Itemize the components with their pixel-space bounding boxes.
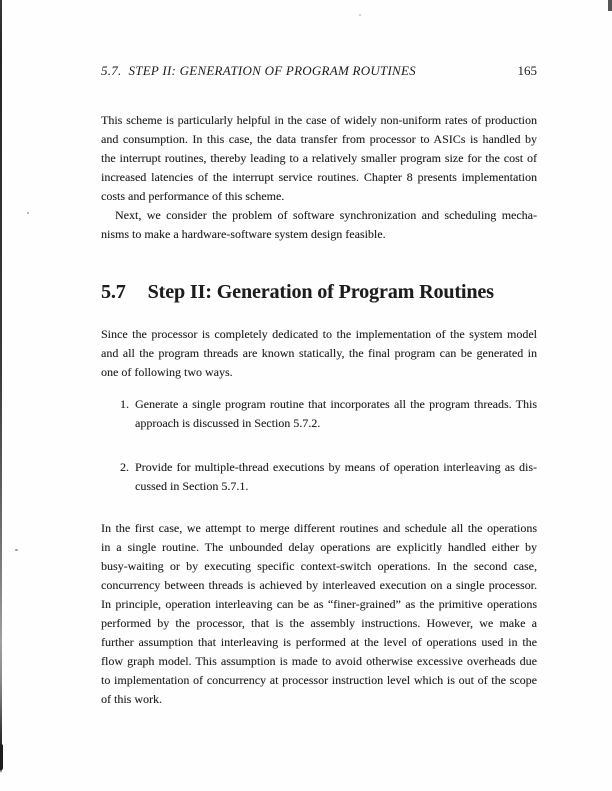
scan-speck xyxy=(15,549,18,551)
scan-artifact-left-edge xyxy=(0,0,2,773)
scan-speck xyxy=(27,212,29,214)
text-line: In the first case, we attempt to merge different routines and schedule all the operations xyxy=(101,521,537,535)
text-column xyxy=(101,0,537,791)
list-item-2-marker: 2. xyxy=(120,460,129,474)
running-header-title: 5.7. STEP II: GENERATION OF PROGRAM ROUTINES xyxy=(101,63,416,78)
list-item-1-marker: 1. xyxy=(120,397,129,411)
text-line: costs and performance of this scheme. xyxy=(101,189,285,203)
text-line: Generate a single program routine that incorporates all the program threads. This xyxy=(135,397,537,411)
list-item-1 xyxy=(101,395,537,433)
text-line: in a single routine. The unbounded delay operations are explicitly handled either by xyxy=(101,540,537,554)
section-number: 5.7 xyxy=(101,281,126,303)
text-line: cussed in Section 5.7.1. xyxy=(135,479,249,493)
text-line: busy-waiting or by executing specific context-switch operations. In the second case, xyxy=(101,559,537,573)
text-line: increased latencies of the interrupt service routines. Chapter 8 presents implementation xyxy=(101,170,537,184)
section-heading xyxy=(101,279,494,305)
text-line: Provide for multiple-thread executions by means of operation interleaving as dis- xyxy=(135,460,537,474)
page-number: 165 xyxy=(517,63,537,78)
paragraph-since-processor xyxy=(101,325,537,382)
paragraph-this-scheme xyxy=(101,111,537,206)
text-line: of this work. xyxy=(101,692,162,706)
text-line: nisms to make a hardware-software system design feasible. xyxy=(101,227,386,241)
intro-paragraphs xyxy=(101,111,537,244)
list-item-1-text xyxy=(135,395,537,433)
numbered-list xyxy=(101,395,537,496)
list-item-2 xyxy=(101,458,537,496)
scan-artifact-bottom-left-mark xyxy=(0,744,3,770)
scan-artifact-top-right-mark xyxy=(608,0,612,11)
text-line: concurrency between threads is achieved by interleaved execution on a single processor. xyxy=(101,578,537,592)
text-line: and all the program threads are known statically, the final program can be generated in xyxy=(101,346,537,360)
running-header xyxy=(101,62,537,79)
paragraph-next-we-consider xyxy=(101,206,537,244)
text-line: approach is discussed in Section 5.7.2. xyxy=(135,416,321,430)
text-line: and consumption. In this case, the data transfer from processor to ASICs is handled by xyxy=(101,132,537,146)
text-line: one of following two ways. xyxy=(101,365,233,379)
paragraph-in-first-case xyxy=(101,519,537,709)
text-line: flow graph model. This assumption is made to avoid otherwise excessive overheads due xyxy=(101,654,537,668)
text-line: to implementation of concurrency at processor instruction level which is out of the scope xyxy=(101,673,537,687)
text-line: Next, we consider the problem of software synchronization and scheduling mecha- xyxy=(115,208,537,222)
list-item-2-text xyxy=(135,458,537,496)
section-title: Step II: Generation of Program Routines xyxy=(147,281,494,303)
text-line: further assumption that interleaving is performed at the level of operations used in the xyxy=(101,635,537,649)
text-line: performed by the processor, that is the assembly instructions. However, we make a xyxy=(101,616,537,630)
text-line: This scheme is particularly helpful in the case of widely non-uniform rates of production xyxy=(101,113,537,127)
text-line: the interrupt routines, thereby leading to a relatively smaller program size for the cost of xyxy=(101,151,537,165)
text-line: Since the processor is completely dedicated to the implementation of the system model xyxy=(101,327,537,341)
text-line: In principle, operation interleaving can be as “finer-grained” as the primitive operations xyxy=(101,597,537,611)
